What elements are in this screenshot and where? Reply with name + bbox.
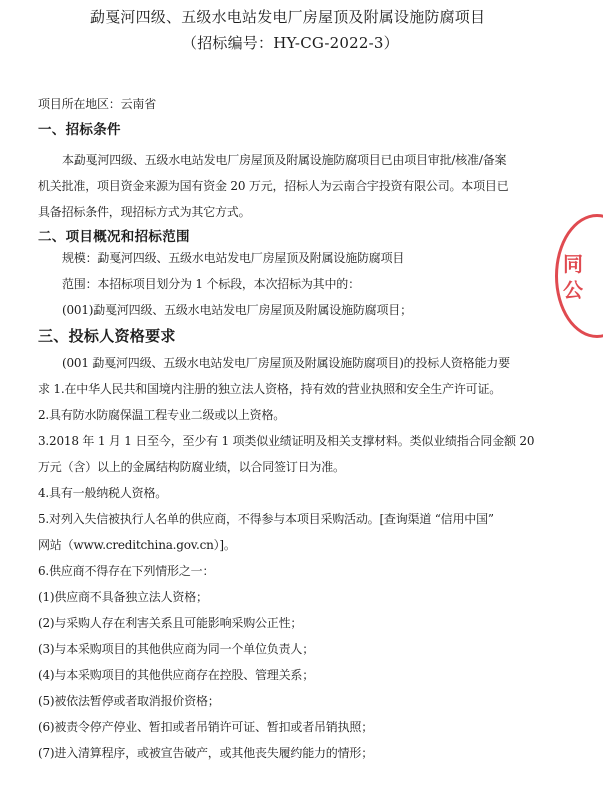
- section-1-line: 本勐戛河四级、五级水电站发电厂房屋顶及附属设施防腐项目已由项目审批/核准/备案: [62, 153, 507, 167]
- seal-char: 同: [563, 252, 583, 276]
- seal-char: 公: [563, 278, 583, 302]
- section-2-line: 范围：本招标项目划分为 1 个标段，本次招标为其中的：: [62, 277, 360, 291]
- section-3-line: 求 1.在中华人民共和国境内注册的独立法人资格，持有效的营业执照和安全生产许可证。: [38, 382, 502, 396]
- section-3-line: (7)进入清算程序，或被宣告破产，或其他丧失履约能力的情形；: [38, 746, 374, 760]
- section-3-line: (1)供应商不具备独立法人资格；: [38, 590, 208, 604]
- section-3-line: (5)被依法暂停或者取消报价资格；: [38, 694, 220, 708]
- section-2-line: (001)勐戛河四级、五级水电站发电厂房屋顶及附属设施防腐项目；: [62, 303, 412, 317]
- section-1-line: 具备招标条件，现招标方式为其它方式。: [38, 205, 251, 219]
- section-3-heading: 三、投标人资格要求: [38, 327, 176, 345]
- tender-code: （招标编号：HY-CG-2022-3）: [182, 34, 399, 52]
- document-title: 勐戛河四级、五级水电站发电厂房屋顶及附属设施防腐项目: [90, 8, 486, 26]
- section-3-line: 万元（含）以上的金属结构防腐业绩，以合同签订日为准。: [38, 460, 345, 474]
- section-3-line: 2.具有防水防腐保温工程专业二级或以上资格。: [38, 408, 286, 422]
- section-3-line: 6.供应商不得存在下列情形之一：: [38, 564, 215, 578]
- section-3-line: (2)与采购人存在利害关系且可能影响采购公正性；: [38, 616, 303, 630]
- section-3-line: (4)与本采购项目的其他供应商存在控股、管理关系；: [38, 668, 315, 682]
- section-3-line: 5.对列入失信被执行人名单的供应商，不得参与本项目采购活动。[查询渠道 “信用中国”: [38, 512, 494, 526]
- project-location: 项目所在地区：云南省: [38, 97, 157, 111]
- section-3-line: (001 勐戛河四级、五级水电站发电厂房屋顶及附属设施防腐项目)的投标人资格能力要: [62, 356, 510, 370]
- section-1-heading: 一、招标条件: [38, 122, 121, 138]
- section-3-line: (6)被责令停产停业、暂扣或者吊销许可证、暂扣或者吊销执照；: [38, 720, 374, 734]
- section-3-line: (3)与本采购项目的其他供应商为同一个单位负责人；: [38, 642, 315, 656]
- section-1-line: 机关批准，项目资金来源为国有资金 20 万元，招标人为云南合宇投资有限公司。本项目已: [38, 179, 509, 193]
- section-2-line: 规模：勐戛河四级、五级水电站发电厂房屋顶及附属设施防腐项目: [62, 251, 405, 265]
- section-3-line: 3.2018 年 1 月 1 日至今，至少有 1 项类似业绩证明及相关支撑材料。类似业绩指合同金额 20: [38, 434, 535, 448]
- section-3-line: 4.具有一般纳税人资格。: [38, 486, 168, 500]
- section-2-heading: 二、项目概况和招标范围: [38, 229, 190, 245]
- section-3-line: 网站（www.creditchina.gov.cn）]。: [38, 538, 236, 552]
- company-seal: [555, 214, 603, 338]
